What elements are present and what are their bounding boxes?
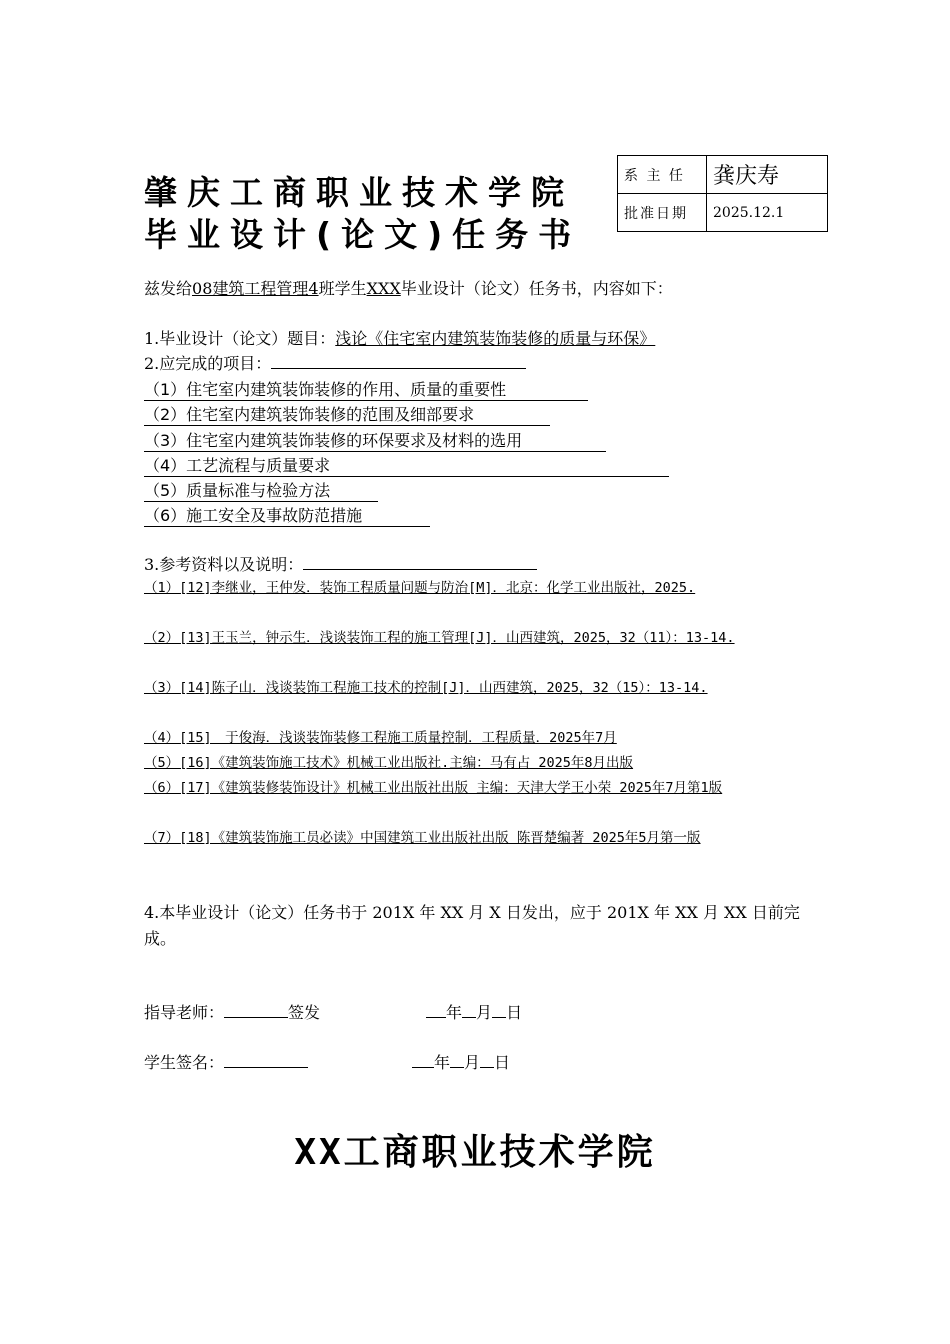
day-field[interactable] xyxy=(480,1053,494,1068)
teacher-signature-line: 指导老师： 签发 年 月 日 xyxy=(144,1003,523,1022)
teacher-label: 指导老师： xyxy=(144,1003,225,1022)
year-field[interactable] xyxy=(426,1003,446,1018)
blank-line xyxy=(303,555,537,570)
approval-date-label: 批准日期 xyxy=(618,194,707,232)
teacher-signature-field[interactable] xyxy=(224,1003,288,1018)
items-label: 2.应完成的项目： xyxy=(144,354,272,373)
title-line-1: 肇庆工商职业技术学院 xyxy=(144,173,574,212)
topic-line xyxy=(144,326,655,349)
title-line-2: 毕业设计(论文)任务书 xyxy=(144,215,582,254)
approval-date-value: 2025.12.1 xyxy=(707,194,828,232)
year-field[interactable] xyxy=(412,1053,434,1068)
reference-item: （2）[13]王玉兰，钟示生．浅谈装饰工程的施工管理[J]．山西建筑，2025，32（11）：13-14. xyxy=(144,630,735,646)
director-label: 系 主 任 xyxy=(618,156,707,194)
director-name: 龚庆寿 xyxy=(707,156,828,194)
page-title xyxy=(144,172,581,256)
reference-item: （5）[16]《建筑装饰施工技术》机械工业出版社.主编：马有占 2025年8月出版 xyxy=(144,755,634,771)
month-field[interactable] xyxy=(462,1003,476,1018)
blank-line xyxy=(271,354,526,369)
student-signature-line: 学生签名： 年 月 日 xyxy=(144,1053,511,1072)
project-item: （5）质量标准与检验方法 xyxy=(144,478,378,502)
intro-paragraph xyxy=(144,276,673,299)
class-name: 08建筑工程管理4 xyxy=(192,279,319,298)
topic-label: 1.毕业设计（论文）题目： xyxy=(144,329,336,348)
student-signature-field[interactable] xyxy=(224,1053,308,1068)
project-item: （2）住宅室内建筑装饰装修的范围及细部要求 xyxy=(144,402,550,426)
deadline-paragraph: 4.本毕业设计（论文）任务书于 201X 年 XX 月 X 日发出，应于 201X 年 XX 月 XX 日前完成。 xyxy=(144,903,800,948)
reference-item: （7）[18]《建筑装饰施工员必读》中国建筑工业出版社出版 陈晋楚编著 2025年5月第一版 xyxy=(144,830,701,846)
project-item: （4）工艺流程与质量要求 xyxy=(144,453,669,477)
footer-title: XX工商职业技术学院 xyxy=(294,1132,656,1173)
day-field[interactable] xyxy=(492,1003,506,1018)
refs-heading xyxy=(144,552,537,575)
reference-item: （3）[14]陈子山．浅谈装饰工程施工技术的控制[J]．山西建筑，2025，32（15）：13-14. xyxy=(144,680,708,696)
intro-mid: 班学生 xyxy=(318,279,367,298)
project-item: （1）住宅室内建筑装饰装修的作用、质量的重要性 xyxy=(144,377,588,401)
project-item: （6）施工安全及事故防范措施 xyxy=(144,503,430,527)
items-heading xyxy=(144,351,526,374)
student-label: 学生签名： xyxy=(144,1053,225,1072)
month-field[interactable] xyxy=(450,1053,464,1068)
project-item: （3）住宅室内建筑装饰装修的环保要求及材料的选用 xyxy=(144,428,606,452)
reference-item: （1）[12]李继业，王仲发．装饰工程质量问题与防治[M]．北京：化学工业出版社，2025. xyxy=(144,580,696,596)
reference-item: （4）[15] 于俊海．浅谈装饰装修工程施工质量控制．工程质量．2025年7月 xyxy=(144,730,617,746)
topic-value: 浅论《住宅室内建筑装饰装修的质量与环保》 xyxy=(335,329,656,348)
student-name: XXX xyxy=(366,279,401,298)
refs-label: 3.参考资料以及说明： xyxy=(144,555,304,574)
intro-prefix: 兹发给 xyxy=(144,279,193,298)
intro-suffix: 毕业设计（论文）任务书，内容如下： xyxy=(400,279,673,298)
approval-table xyxy=(617,155,828,232)
teacher-action: 签发 xyxy=(288,1003,321,1022)
reference-item: （6）[17]《建筑装修装饰设计》机械工业出版社出版 主编：天津大学王小荣 2025年7月第1版 xyxy=(144,780,723,796)
